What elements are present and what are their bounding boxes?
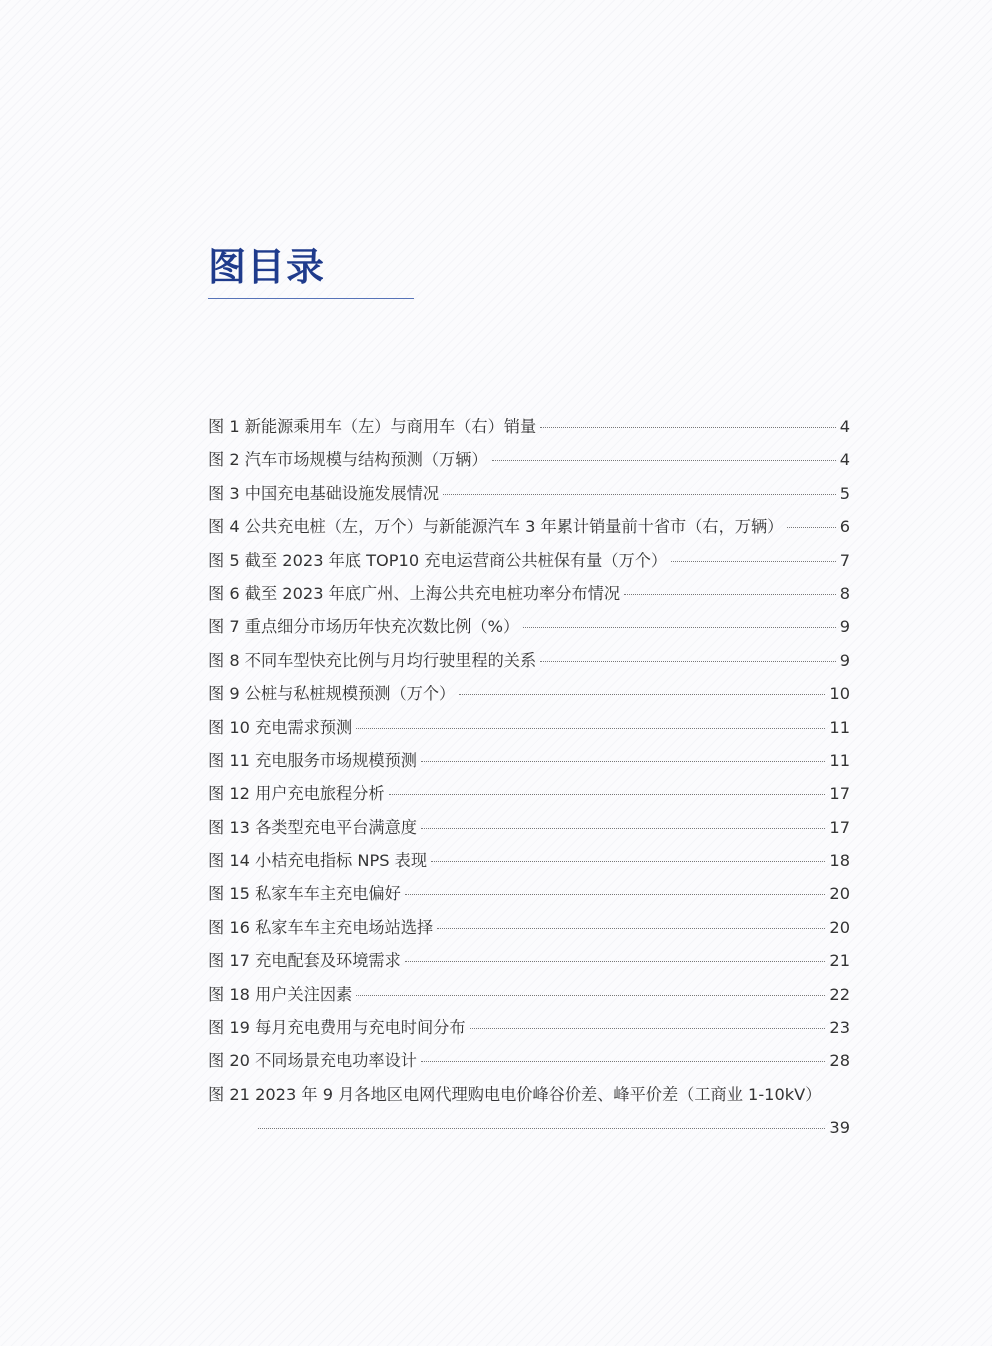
toc-entry-page: 21: [829, 951, 850, 971]
dot-leader: [421, 1061, 825, 1062]
toc-entry[interactable]: [208, 911, 850, 944]
dot-leader: [421, 761, 825, 762]
toc-entry[interactable]: [208, 1078, 850, 1145]
dot-leader: [356, 728, 825, 729]
toc-entry-label: 图 7 重点细分市场历年快充次数比例（%）: [208, 617, 520, 637]
dot-leader: [470, 1028, 826, 1029]
toc-entry-page: 4: [839, 417, 850, 436]
title-underline: [208, 298, 414, 299]
toc-entry[interactable]: [208, 844, 850, 877]
toc-entry-page: 17: [829, 817, 850, 837]
toc-entry[interactable]: [208, 477, 850, 510]
toc-entry-label: 图 18 用户关注因素: [208, 984, 353, 1004]
toc-entry-label: 图 3 中国充电基础设施发展情况: [208, 483, 440, 503]
toc-entry-page: 17: [829, 784, 850, 804]
toc-entry-label: 图 2 汽车市场规模与结构预测（万辆）: [208, 450, 488, 470]
toc-entry[interactable]: [208, 443, 850, 476]
toc-entry-label: 图 8 不同车型快充比例与月均行驶里程的关系: [208, 650, 537, 670]
toc-entry-page: 11: [829, 750, 850, 770]
toc-entry[interactable]: [208, 877, 850, 910]
figure-list: [208, 410, 850, 1145]
toc-entry[interactable]: [208, 544, 850, 577]
toc-entry-label: 图 1 新能源乘用车（左）与商用车（右）销量: [208, 417, 537, 436]
toc-entry-label: 图 15 私家车车主充电偏好: [208, 884, 401, 904]
toc-entry-page: 4: [839, 450, 850, 470]
toc-entry-label: 图 13 各类型充电平台满意度: [208, 817, 417, 837]
dot-leader: [437, 928, 825, 929]
toc-entry-page: 18: [829, 851, 850, 871]
dot-leader: [431, 861, 825, 862]
toc-entry-page: 8: [839, 583, 850, 603]
toc-entry-page: 9: [839, 617, 850, 637]
dot-leader: [492, 460, 836, 461]
dot-leader: [405, 961, 826, 962]
toc-entry-page: 11: [829, 717, 850, 737]
toc-entry-page: 20: [829, 917, 850, 937]
toc-entry-page: 9: [839, 650, 850, 670]
toc-entry-page: 39: [829, 1118, 850, 1138]
dot-leader: [459, 694, 825, 695]
dot-leader: [356, 995, 825, 996]
toc-entry-label: 图 6 截至 2023 年底广州、上海公共充电桩功率分布情况: [208, 583, 621, 603]
toc-entry-page: 10: [829, 684, 850, 704]
page-title: 图目录: [208, 245, 326, 289]
toc-entry[interactable]: [208, 610, 850, 643]
dot-leader: [787, 527, 835, 528]
toc-entry[interactable]: [208, 1044, 850, 1077]
dot-leader: [258, 1128, 825, 1129]
dot-leader: [405, 894, 826, 895]
dot-leader: [540, 661, 836, 662]
toc-entry[interactable]: [208, 711, 850, 744]
dot-leader: [671, 561, 836, 562]
toc-entry[interactable]: [208, 410, 850, 443]
toc-entry[interactable]: [208, 978, 850, 1011]
toc-entry[interactable]: [208, 811, 850, 844]
toc-entry[interactable]: [208, 1011, 850, 1044]
toc-entry-label: 图 16 私家车车主充电场站选择: [208, 917, 434, 937]
toc-entry-label: 图 9 公桩与私桩规模预测（万个）: [208, 684, 456, 704]
toc-entry-label: 图 12 用户充电旅程分析: [208, 784, 385, 804]
toc-entry[interactable]: [208, 944, 850, 977]
toc-entry[interactable]: [208, 644, 850, 677]
toc-entry[interactable]: [208, 677, 850, 710]
toc-entry-label: 图 19 每月充电费用与充电时间分布: [208, 1018, 466, 1038]
toc-entry-label: 图 17 充电配套及环境需求: [208, 951, 401, 971]
toc-entry-page: 22: [829, 984, 850, 1004]
toc-entry-page: 5: [839, 483, 850, 503]
toc-entry-label: 图 10 充电需求预测: [208, 717, 353, 737]
toc-entry[interactable]: [208, 577, 850, 610]
toc-entry-page: 28: [829, 1051, 850, 1071]
toc-entry-label: 图 5 截至 2023 年底 TOP10 充电运营商公共桩保有量（万个）: [208, 550, 668, 570]
toc-entry-page: 23: [829, 1018, 850, 1038]
toc-entry[interactable]: [208, 744, 850, 777]
toc-entry-page: 20: [829, 884, 850, 904]
toc-entry[interactable]: [208, 777, 850, 810]
dot-leader: [421, 828, 825, 829]
dot-leader: [389, 794, 826, 795]
toc-entry-page: 6: [839, 517, 850, 537]
toc-entry-label: 图 21 2023 年 9 月各地区电网代理购电电价峰谷价差、峰平价差（工商业 1-10kV）: [208, 1084, 822, 1104]
toc-entry-page: 7: [839, 550, 850, 570]
toc-entry-label: 图 4 公共充电桩（左，万个）与新能源汽车 3 年累计销量前十省市（右，万辆）: [208, 517, 784, 537]
dot-leader: [443, 494, 836, 495]
dot-leader: [523, 627, 836, 628]
toc-entry[interactable]: [208, 510, 850, 543]
dot-leader: [624, 594, 836, 595]
dot-leader: [540, 427, 836, 428]
toc-entry-label: 图 14 小桔充电指标 NPS 表现: [208, 851, 428, 871]
toc-entry-continuation: [208, 1111, 850, 1144]
toc-entry-label: 图 11 充电服务市场规模预测: [208, 750, 417, 770]
toc-entry-label: 图 20 不同场景充电功率设计: [208, 1051, 417, 1071]
